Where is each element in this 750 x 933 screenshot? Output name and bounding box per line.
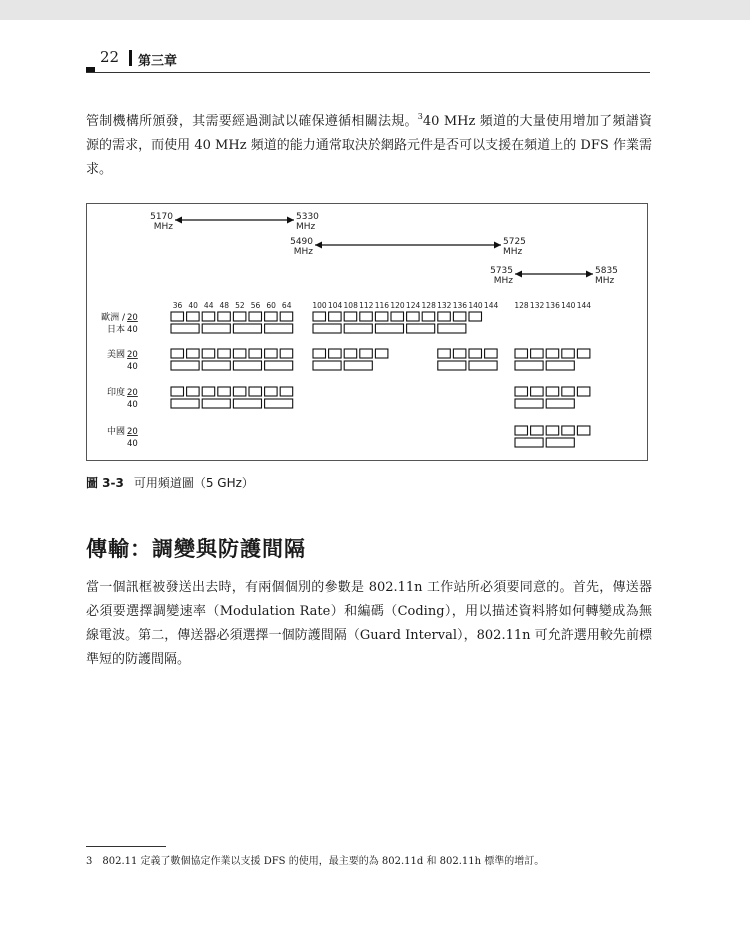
channel-number: 48 (219, 301, 230, 310)
channel-number: 132 (437, 301, 452, 310)
channel-number: 128 (514, 301, 529, 310)
caption-text: 可用頻道圖（5 GHz） (133, 476, 254, 490)
header-rule (86, 72, 650, 73)
intro-text-b: 40 MHz 頻道的大量使用增加了頻譜資源的需求，而使用 40 MHz 頻道的能力通常取決於網路元件是否可以支援在頻道上的 DFS 作業需求。 (86, 114, 652, 177)
figure-caption (86, 474, 254, 491)
channel-20mhz-box (249, 387, 262, 396)
channel-20mhz-box (453, 349, 466, 358)
channel-number: 128 (421, 301, 436, 310)
channel-number: 136 (452, 301, 468, 310)
channel-20mhz-box (485, 349, 498, 358)
arrow-head-right (494, 242, 501, 249)
channel-20mhz-box (218, 387, 231, 396)
channel-20mhz-box (313, 349, 326, 358)
region-name: 歐洲 / (101, 313, 125, 323)
channel-number: 140 (561, 301, 576, 310)
channel-40mhz-box (265, 324, 293, 333)
channel-20mhz-box (438, 312, 451, 321)
channel-20mhz-box (407, 312, 420, 321)
channel-number: 64 (281, 301, 292, 310)
channel-number: 52 (235, 301, 245, 310)
channel-diagram (87, 204, 647, 460)
channel-20mhz-box (531, 426, 544, 435)
channel-20mhz-box (515, 349, 528, 358)
channel-20mhz-box (329, 349, 342, 358)
channel-20mhz-box (469, 349, 482, 358)
channel-number: 36 (172, 301, 183, 310)
channel-number: 120 (390, 301, 405, 310)
region-name: 中國 (106, 427, 125, 437)
channel-20mhz-box (265, 312, 278, 321)
channel-20mhz-box (391, 312, 404, 321)
range-unit-label: MHz (293, 247, 313, 257)
channel-20mhz-box (202, 349, 215, 358)
range-end-label: 5725 (503, 237, 526, 247)
arrow-head-left (175, 217, 182, 224)
channel-20mhz-box (329, 312, 342, 321)
channel-figure (86, 203, 648, 461)
channel-number: 60 (266, 301, 276, 310)
section-body: 當一個訊框被發送出去時，有兩個個別的參數是 802.11n 工作站所必須要同意的。首先，傳送器必須要選擇調變速率（Modulation Rate）和編碼（Coding），用以描述資料將如何轉變成為無線電波。第二，傳送器必須選擇一個防護間隔（Guard Interval），802.11n 可允許選用較先前標準短的防護間隔。 (86, 580, 652, 667)
channel-20mhz-box (218, 312, 231, 321)
intro-text-a: 管制機構所頒發，其需要經過測試以確保遵循相關法規。 (86, 114, 418, 129)
header-separator (129, 50, 132, 66)
channel-20mhz-box (280, 312, 293, 321)
channel-20mhz-box (187, 387, 200, 396)
channel-20mhz-box (171, 312, 184, 321)
channel-40mhz-box (265, 361, 293, 370)
channel-20mhz-box (546, 426, 559, 435)
top-gray-band (0, 0, 750, 20)
channel-20mhz-box (577, 426, 590, 435)
range-start-label: 5735 (490, 266, 513, 276)
arrow-head-right (287, 217, 294, 224)
channel-20mhz-box (360, 349, 373, 358)
channel-20mhz-box (265, 349, 278, 358)
footnote-text: 802.11 定義了數個協定作業以支援 DFS 的使用，最主要的為 802.11d 和 802.11h 標準的增訂。 (102, 856, 545, 867)
channel-20mhz-box (531, 349, 544, 358)
intro-paragraph (86, 105, 652, 182)
channel-20mhz-box (375, 312, 388, 321)
channel-40mhz-box (407, 324, 435, 333)
width-20-label: 20 (127, 427, 138, 437)
channel-20mhz-box (249, 349, 262, 358)
channel-40mhz-box (438, 361, 466, 370)
channel-number: 108 (343, 301, 358, 310)
channel-20mhz-box (233, 387, 246, 396)
region-name: 印度 (106, 388, 125, 398)
channel-40mhz-box (233, 399, 261, 408)
channel-20mhz-box (313, 312, 326, 321)
channel-40mhz-box (202, 361, 230, 370)
channel-20mhz-box (187, 349, 200, 358)
channel-20mhz-box (577, 349, 590, 358)
width-20-label: 20 (127, 350, 138, 360)
range-start-label: 5490 (290, 237, 313, 247)
width-40-label: 40 (127, 325, 138, 335)
channel-40mhz-box (171, 324, 199, 333)
channel-20mhz-box (202, 387, 215, 396)
arrow-head-left (315, 242, 322, 249)
channel-number: 136 (545, 301, 560, 310)
channel-40mhz-box (313, 324, 341, 333)
channel-20mhz-box (344, 312, 357, 321)
channel-40mhz-box (344, 324, 372, 333)
channel-40mhz-box (546, 361, 574, 370)
region-name-2: 日本 (106, 325, 125, 335)
arrow-head-right (586, 271, 593, 278)
channel-20mhz-box (360, 312, 373, 321)
channel-40mhz-box (233, 361, 261, 370)
channel-number: 40 (188, 301, 198, 310)
section-heading: 傳輸：調變與防護間隔 (86, 537, 306, 561)
channel-20mhz-box (438, 349, 451, 358)
channel-number: 144 (483, 301, 499, 310)
channel-40mhz-box (375, 324, 403, 333)
region-name: 美國 (106, 350, 125, 360)
channel-number: 44 (203, 301, 214, 310)
width-20-label: 20 (127, 313, 138, 323)
channel-number: 56 (250, 301, 261, 310)
channel-40mhz-box (546, 438, 574, 447)
range-unit-label: MHz (595, 276, 615, 286)
width-40-label: 40 (127, 400, 138, 410)
range-unit-label: MHz (493, 276, 513, 286)
range-start-label: 5170 (150, 212, 173, 222)
channel-20mhz-box (546, 387, 559, 396)
channel-40mhz-box (515, 438, 543, 447)
channel-40mhz-box (171, 399, 199, 408)
channel-40mhz-box (546, 399, 574, 408)
channel-20mhz-box (515, 426, 528, 435)
channel-20mhz-box (202, 312, 215, 321)
channel-40mhz-box (233, 324, 261, 333)
channel-20mhz-box (249, 312, 262, 321)
width-40-label: 40 (127, 362, 138, 372)
channel-number: 124 (405, 301, 421, 310)
channel-20mhz-box (171, 349, 184, 358)
channel-40mhz-box (265, 399, 293, 408)
channel-number: 140 (468, 301, 483, 310)
channel-number: 116 (374, 301, 390, 310)
channel-20mhz-box (280, 387, 293, 396)
channel-40mhz-box (202, 399, 230, 408)
range-unit-label: MHz (153, 222, 173, 232)
channel-20mhz-box (515, 387, 528, 396)
channel-20mhz-box (562, 426, 575, 435)
channel-20mhz-box (577, 387, 590, 396)
channel-40mhz-box (344, 361, 372, 370)
width-40-label: 40 (127, 439, 138, 449)
channel-20mhz-box (469, 312, 482, 321)
range-unit-label: MHz (503, 247, 523, 257)
footnote-number: 3 (86, 856, 93, 867)
channel-20mhz-box (218, 349, 231, 358)
channel-20mhz-box (531, 387, 544, 396)
footnote-ref[interactable]: 3 (417, 112, 423, 121)
channel-20mhz-box (562, 387, 575, 396)
footnote (86, 852, 544, 867)
channel-number: 132 (529, 301, 545, 310)
channel-20mhz-box (422, 312, 435, 321)
channel-20mhz-box (233, 349, 246, 358)
channel-number: 112 (359, 301, 374, 310)
channel-40mhz-box (171, 361, 199, 370)
footnote-rule (86, 846, 166, 847)
channel-40mhz-box (515, 361, 543, 370)
range-end-label: 5835 (595, 266, 618, 276)
range-end-label: 5330 (296, 212, 319, 222)
channel-20mhz-box (265, 387, 278, 396)
channel-20mhz-box (171, 387, 184, 396)
channel-20mhz-box (453, 312, 466, 321)
width-20-label: 20 (127, 388, 138, 398)
caption-label: 圖 3-3 (86, 476, 124, 490)
channel-20mhz-box (187, 312, 200, 321)
channel-20mhz-box (233, 312, 246, 321)
channel-40mhz-box (438, 324, 466, 333)
channel-20mhz-box (375, 349, 388, 358)
channel-number: 100 (312, 301, 327, 310)
channel-number: 104 (327, 301, 343, 310)
channel-20mhz-box (546, 349, 559, 358)
arrow-head-left (515, 271, 522, 278)
channel-number: 144 (576, 301, 592, 310)
channel-40mhz-box (313, 361, 341, 370)
channel-20mhz-box (562, 349, 575, 358)
page-number: 22 (100, 48, 120, 66)
channel-20mhz-box (280, 349, 293, 358)
chapter-title: 第三章 (138, 54, 178, 69)
channel-20mhz-box (344, 349, 357, 358)
channel-40mhz-box (515, 399, 543, 408)
channel-40mhz-box (202, 324, 230, 333)
range-unit-label: MHz (296, 222, 316, 232)
channel-40mhz-box (469, 361, 497, 370)
